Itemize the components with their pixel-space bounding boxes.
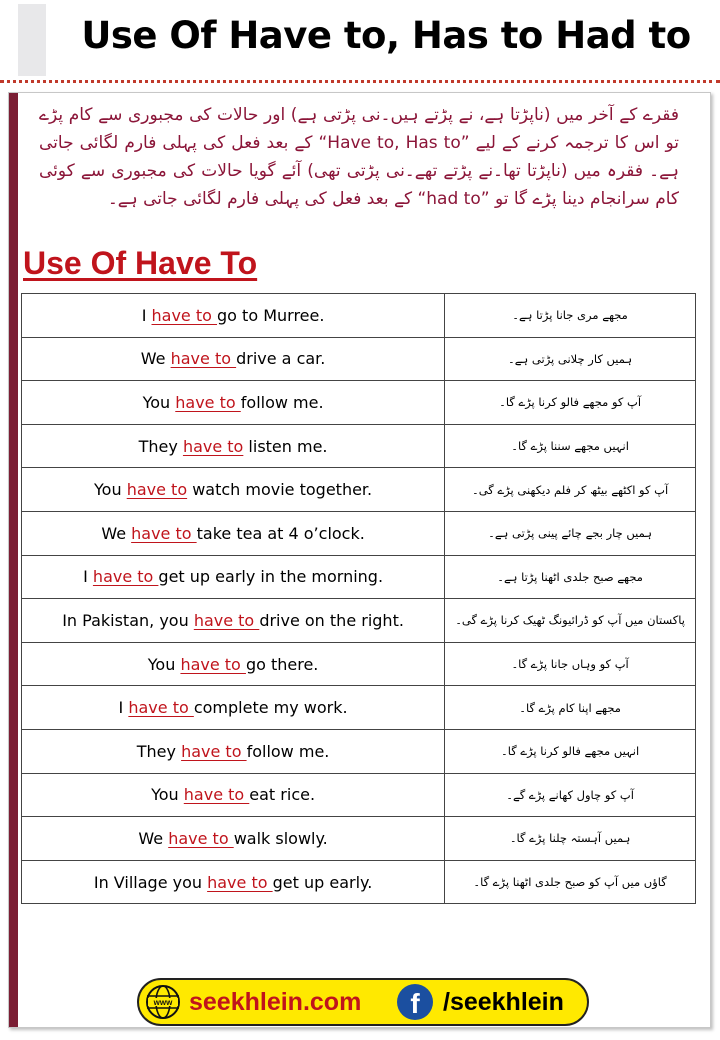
have-to-highlight: have to bbox=[168, 828, 234, 848]
sentence-rest: walk slowly. bbox=[233, 828, 328, 848]
have-to-highlight: have to bbox=[207, 872, 273, 892]
sentence-subject: We bbox=[101, 523, 132, 543]
have-to-highlight: have to bbox=[183, 785, 250, 805]
urdu-translation: انہیں مجھے سننا پڑے گا۔ bbox=[445, 424, 696, 468]
urdu-intro-paragraph: فقرے کے آخر میں (ناپڑتا ہے، نے پڑتے ہیں۔نی پڑتی ہے) اور حالات کی مجبوری سے کام پڑے تو اس کا ترجمہ کرنے کے لیے ”Have to, Has to“ کے بعد فعل کی پہلی فارم لگائی جاتی ہے۔ فقرہ میں (ناپڑتا تھا۔نے پڑتے تھے۔نی پڑتی تھی) آئے گویا حالات کی مجبوری سے کوئی کام سرانجام دینا پڑے گا تو ”had to“ کے بعد فعل کی پہلی فارم لگائی جاتی ہے۔ bbox=[39, 105, 680, 209]
sentence-subject: You bbox=[147, 654, 181, 674]
urdu-translation: مجھے صبح جلدی اٹھنا پڑتا ہے۔ bbox=[445, 555, 696, 599]
english-sentence bbox=[22, 294, 445, 338]
english-sentence bbox=[22, 729, 445, 773]
urdu-translation: انہیں مجھے فالو کرنا پڑے گا۔ bbox=[445, 729, 696, 773]
sentence-rest: follow me. bbox=[246, 741, 330, 761]
urdu-translation: آپ کو وہاں جانا پڑے گا۔ bbox=[445, 642, 696, 686]
sentence-subject: We bbox=[140, 349, 171, 369]
table-row bbox=[22, 468, 696, 512]
sentence-rest: follow me. bbox=[240, 392, 324, 412]
sentence-rest: complete my work. bbox=[193, 698, 348, 718]
have-to-highlight: have to bbox=[92, 567, 159, 587]
have-to-highlight: have to bbox=[151, 305, 218, 325]
urdu-translation: ہمیں آہستہ چلنا پڑے گا۔ bbox=[445, 817, 696, 861]
footer-banner bbox=[137, 978, 589, 1026]
facebook-handle[interactable]: /seekhlein bbox=[443, 988, 564, 1016]
urdu-translation: آپ کو اکٹھے بیٹھ کر فلم دیکھنی پڑے گی۔ bbox=[445, 468, 696, 512]
english-sentence bbox=[22, 817, 445, 861]
urdu-translation: آپ کو چاول کھانے پڑے گے۔ bbox=[445, 773, 696, 817]
table-row bbox=[22, 686, 696, 730]
table-row bbox=[22, 860, 696, 904]
sentence-subject: They bbox=[136, 741, 182, 761]
urdu-translation: پاکستان میں آپ کو ڈرائیونگ ٹھیک کرنا پڑے گی۔ bbox=[445, 599, 696, 643]
english-sentence bbox=[22, 337, 445, 381]
have-to-highlight: have to bbox=[131, 523, 197, 543]
sentence-table bbox=[21, 293, 696, 904]
sentence-subject: In Village you bbox=[93, 872, 208, 892]
sentence-subject: You bbox=[94, 480, 127, 500]
sentence-subject: I bbox=[83, 567, 93, 587]
english-sentence bbox=[22, 424, 445, 468]
table-row bbox=[22, 337, 696, 381]
sentence-rest: get up early. bbox=[272, 872, 373, 892]
sentence-rest: drive a car. bbox=[236, 349, 326, 369]
sentence-subject: We bbox=[138, 828, 169, 848]
sentence-rest: go to Murree. bbox=[217, 305, 325, 325]
sentence-subject: You bbox=[142, 392, 176, 412]
urdu-translation: ہمیں چار بجے چائے پینی پڑتی ہے۔ bbox=[445, 511, 696, 555]
table-row bbox=[22, 642, 696, 686]
sentence-rest: eat rice. bbox=[249, 785, 316, 805]
urdu-translation: مجھے مری جانا پڑتا ہے۔ bbox=[445, 294, 696, 338]
sentence-subject: I bbox=[141, 305, 152, 325]
english-sentence bbox=[22, 555, 445, 599]
sentence-rest: take tea at 4 o’clock. bbox=[196, 523, 365, 543]
sentence-subject: They bbox=[138, 436, 183, 456]
table-row bbox=[22, 424, 696, 468]
have-to-highlight: have to bbox=[170, 349, 237, 369]
content-frame bbox=[8, 92, 711, 1028]
sentence-rest: watch movie together. bbox=[187, 480, 373, 500]
urdu-translation: ہمیں کار چلانی پڑتی ہے۔ bbox=[445, 337, 696, 381]
table-row bbox=[22, 511, 696, 555]
table-row bbox=[22, 294, 696, 338]
table-row bbox=[22, 381, 696, 425]
table-row bbox=[22, 817, 696, 861]
urdu-translation: آپ کو مجھے فالو کرنا پڑے گا۔ bbox=[445, 381, 696, 425]
english-sentence bbox=[22, 468, 445, 512]
urdu-translation: مجھے اپنا کام پڑے گا۔ bbox=[445, 686, 696, 730]
english-sentence bbox=[22, 599, 445, 643]
have-to-highlight: have to bbox=[182, 436, 244, 456]
english-sentence bbox=[22, 860, 445, 904]
have-to-highlight: have to bbox=[175, 392, 241, 412]
have-to-highlight: have to bbox=[193, 610, 260, 630]
table-row bbox=[22, 773, 696, 817]
section-heading: Use Of Have To bbox=[23, 245, 258, 281]
have-to-highlight: have to bbox=[128, 698, 194, 718]
english-sentence bbox=[22, 686, 445, 730]
sentence-subject: You bbox=[151, 785, 184, 805]
english-sentence bbox=[22, 773, 445, 817]
sentence-rest: go there. bbox=[245, 654, 319, 674]
facebook-icon[interactable]: f bbox=[397, 984, 433, 1020]
have-to-highlight: have to bbox=[126, 480, 188, 500]
have-to-highlight: have to bbox=[181, 741, 247, 761]
globe-www-label: www bbox=[153, 998, 173, 1007]
title-bar bbox=[0, 0, 720, 78]
sentence-rest: drive on the right. bbox=[259, 610, 404, 630]
sentence-subject: In Pakistan, you bbox=[62, 610, 194, 630]
english-sentence bbox=[22, 642, 445, 686]
table-row bbox=[22, 555, 696, 599]
website-link[interactable]: seekhlein.com bbox=[189, 988, 362, 1016]
sentence-rest: get up early in the morning. bbox=[158, 567, 384, 587]
dotted-divider bbox=[0, 80, 720, 83]
sentence-rest: listen me. bbox=[243, 436, 328, 456]
www-globe-icon bbox=[145, 984, 181, 1020]
have-to-highlight: have to bbox=[180, 654, 246, 674]
urdu-translation: گاؤں میں آپ کو صبح جلدی اٹھنا پڑے گا۔ bbox=[445, 860, 696, 904]
frame-left-bar bbox=[9, 93, 18, 1027]
title-accent bbox=[18, 4, 46, 76]
page-title: Use Of Have to, Has to Had to bbox=[81, 14, 691, 57]
english-sentence bbox=[22, 381, 445, 425]
table-row bbox=[22, 599, 696, 643]
english-sentence bbox=[22, 511, 445, 555]
table-row bbox=[22, 729, 696, 773]
sentence-subject: I bbox=[118, 698, 129, 718]
